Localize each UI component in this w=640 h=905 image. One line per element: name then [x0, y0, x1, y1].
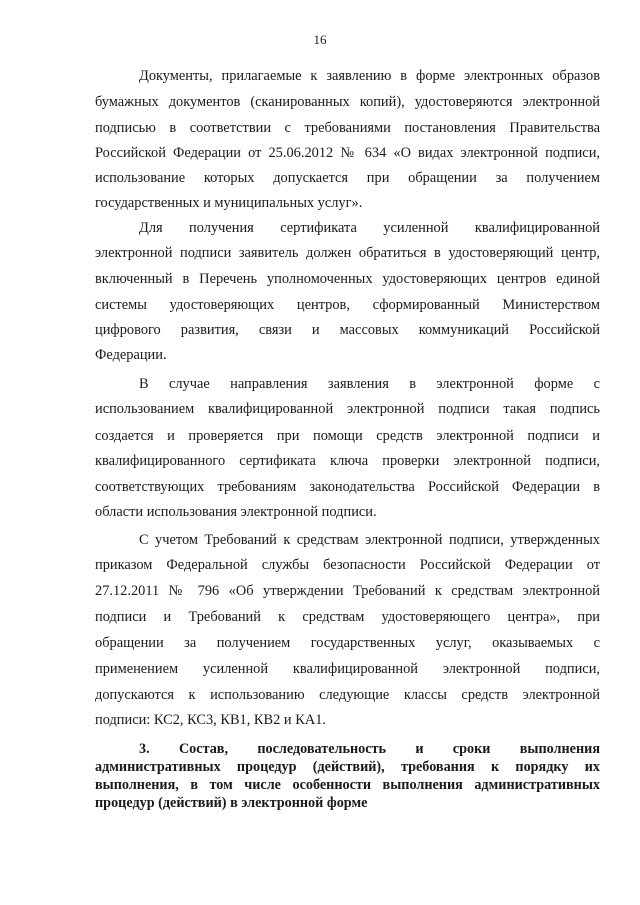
- paragraph-4-line-8: подписи: КС2, КС3, КВ1, КВ2 и КА1.: [95, 712, 327, 728]
- section-heading-line-1: 3. Состав, последовательность и сроки выполнения: [139, 741, 600, 757]
- paragraph-4-line-3: 27.12.2011 № 796 «Об утверждении Требований к средствам электронной: [95, 583, 600, 599]
- paragraph-3-line-6: области использования электронной подписи.: [95, 504, 377, 520]
- paragraph-4-line-1: С учетом Требований к средствам электронной подписи, утвержденных: [139, 532, 600, 548]
- paragraph-1-line-6: государственных и муниципальных услуг».: [95, 195, 363, 211]
- paragraph-3-line-3: создается и проверяется при помощи средств электронной подписи и: [95, 428, 600, 444]
- paragraph-2-line-3: включенный в Перечень уполномоченных удостоверяющих центров единой: [95, 271, 600, 287]
- section-heading-line-3: выполнения, в том числе особенности выполнения административных: [95, 777, 600, 793]
- paragraph-2-line-6: Федерации.: [95, 347, 167, 363]
- page-number: 16: [313, 32, 327, 47]
- paragraph-1-line-4: Российской Федерации от 25.06.2012 № 634 «О видах электронной подписи,: [95, 145, 600, 161]
- paragraph-3-line-5: соответствующих требованиям законодательства Российской Федерации в: [95, 479, 600, 495]
- section-heading-line-4: процедур (действий) в электронной форме: [95, 795, 368, 811]
- paragraph-2-line-2: электронной подписи заявитель должен обратиться в удостоверяющий центр,: [95, 245, 600, 261]
- paragraph-2-line-1: Для получения сертификата усиленной квалифицированной: [139, 220, 600, 236]
- paragraph-1-line-2: бумажных документов (сканированных копий), удостоверяются электронной: [95, 94, 600, 110]
- paragraph-3-line-2: использованием квалифицированной электронной подписи такая подпись: [95, 401, 600, 417]
- paragraph-1-line-1: Документы, прилагаемые к заявлению в форме электронных образов: [139, 68, 600, 84]
- paragraph-4-line-4: подписи и Требований к средствам удостоверяющего центра», при: [95, 609, 600, 625]
- paragraph-4-line-2: приказом Федеральной службы безопасности Российской Федерации от: [95, 557, 600, 573]
- paragraph-1-line-5: использование которых допускается при обращении за получением: [95, 170, 600, 186]
- paragraph-4-line-6: применением усиленной квалифицированной электронной подписи,: [95, 661, 600, 677]
- paragraph-2-line-4: системы удостоверяющих центров, сформированный Министерством: [95, 297, 600, 313]
- paragraph-1-line-3: подписью в соответствии с требованиями постановления Правительства: [95, 120, 600, 136]
- paragraph-2-line-5: цифрового развития, связи и массовых коммуникаций Российской: [95, 322, 600, 338]
- paragraph-3-line-4: квалифицированного сертификата ключа проверки электронной подписи,: [95, 453, 600, 469]
- section-heading-line-2: административных процедур (действий), требования к порядку их: [95, 759, 600, 775]
- paragraph-4-line-7: допускаются к использованию следующие классы средств электронной: [95, 687, 600, 703]
- paragraph-3-line-1: В случае направления заявления в электронной форме с: [139, 376, 600, 392]
- paragraph-4-line-5: обращении за получением государственных услуг, оказываемых с: [95, 635, 600, 651]
